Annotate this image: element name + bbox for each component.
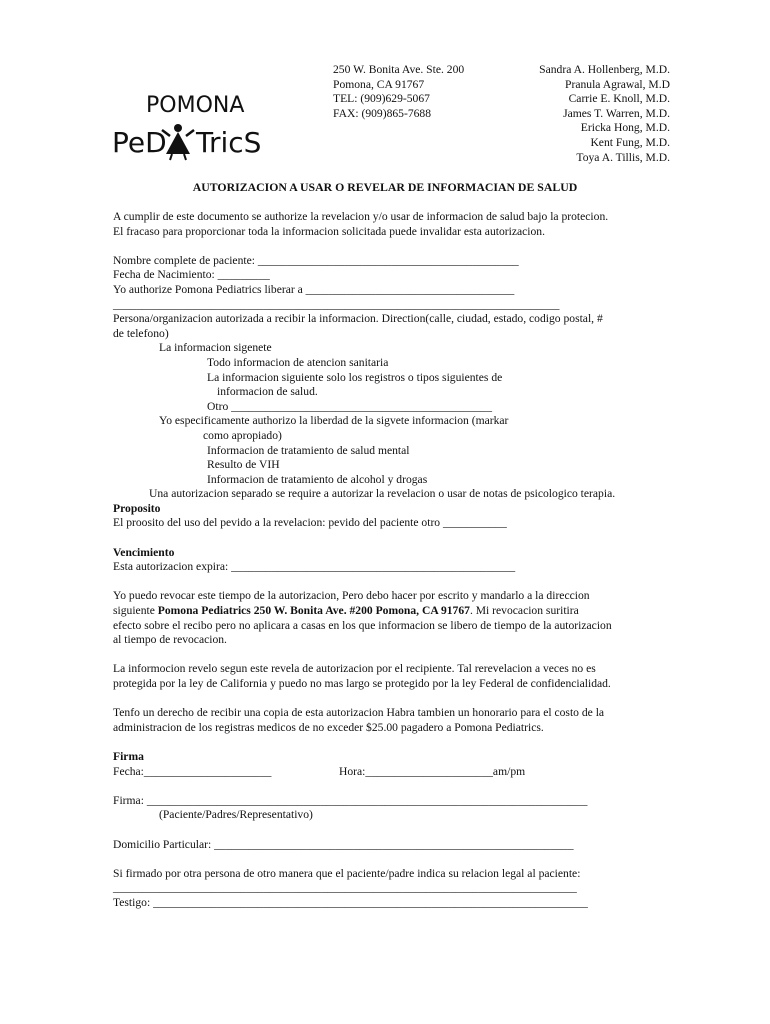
expiry-heading: Vencimiento [113,545,175,559]
address-line: Pomona, CA 91767 [333,77,425,91]
redisclosure-line: La informocion revelo segun este revela de autorizacion por el recipiente. Tal rerevelacion a veces no es [113,662,596,676]
address-line: 250 W. Bonita Ave. Ste. 200 [333,63,465,76]
address-phone: TEL: (909)629-5067 [333,92,430,106]
recipient-label-cont: de telefono) [113,326,169,340]
doctor-name: Kent Fung, M.D. [590,135,670,149]
option-all-health-info[interactable]: Todo informacion de atencion sanitaria [207,355,389,369]
intro-line: A cumplir de este documento se authorize la revelacion y/o usar de informacion de salud bajo la protecion. [113,210,609,223]
specific-authorization-text: Yo especificamente authorizo la liberdad de la sigvete informacion (markar [159,414,509,428]
revoke-paragraph-line: al tiempo de revocacion. [113,633,227,647]
logo-line2-right: TricS [196,126,262,159]
form-body [113,210,673,911]
dancer-figure-icon [162,124,194,160]
legal-relation-field[interactable]: ________________________________________________________________________________ [113,881,577,895]
revoke-paragraph-line [113,604,673,619]
separate-authorization-note: Una autorizacion separado se require a autorizar la revelacion o usar de notas de psicologico terapia. [149,487,616,501]
option-specific-records-cont: informacion de salud. [217,385,318,399]
purpose-field[interactable]: El proosito del uso del pevido a la revelacion: pevido del paciente otro ___________ [113,516,507,530]
patient-name-field[interactable]: Nombre complete de paciente: _____________________________________________ [113,253,519,267]
date-of-birth-field[interactable]: Fecha de Nacimiento: _________ [113,268,270,282]
revoke-prefix: siguiente [113,604,158,618]
home-address-field[interactable]: Domicilio Particular: ______________________________________________________________ [113,837,574,851]
redisclosure-line: protegida por la ley de California y puedo no mas largo se protegido por la ley Federal de confidencialidad. [113,677,611,690]
address-fax: FAX: (909)865-7688 [333,106,432,120]
date-time-row [113,765,673,780]
option-mental-health[interactable]: Informacion de tratamiento de salud mental [207,443,410,457]
logo-line1: POMONA [146,93,245,118]
signature-role-label: (Paciente/Padres/Representativo) [159,808,313,822]
recipient-label: Persona/organizacion autorizada a recibir la informacion. Direction(calle, ciudad, estado, codigo postal, # [113,312,603,326]
logo-line2-left: PeD [112,126,167,159]
doctor-list [539,63,670,165]
pomona-pediatrics-logo [110,88,280,162]
clinic-address [333,63,464,121]
recipient-blank-line[interactable]: _____________________________________________________________________________ [113,297,560,311]
witness-field[interactable]: Testigo: ___________________________________________________________________________ [113,895,588,909]
doctor-name: Carrie E. Knoll, M.D. [568,92,670,106]
expiry-field[interactable]: Esta autorizacion expira: _________________________________________________ [113,560,516,574]
signature-time-field[interactable]: Hora:______________________am/pm [339,764,526,778]
doctor-name: Ericka Hong, M.D. [580,121,670,135]
intro-line: El fracaso para proporcionar toda la informacion solicitada puede invalidar esta autorizacion. [113,224,546,238]
option-hiv-result[interactable]: Resulto de VIH [207,458,280,472]
signature-date-field[interactable]: Fecha:______________________ [113,764,272,778]
info-heading: La informacion sigenete [159,341,272,355]
option-specific-records[interactable]: La informacion siguiente solo los registros o tipos siguientes de [207,370,503,384]
doctor-name: James T. Warren, M.D. [563,106,670,120]
option-alcohol-drugs[interactable]: Informacion de tratamiento de alcohol y drogas [207,472,428,486]
authorize-release-field[interactable]: Yo authorize Pomona Pediatrics liberar a ____________________________________ [113,282,515,296]
specific-authorization-cont: como apropiado) [203,428,282,442]
revoke-paragraph-line: efecto sobre el recibo pero no aplicara a casas en los que informacion se libero de tiempo de la autorizacion [113,618,612,632]
revoke-suffix: . Mi revocacion suritira [469,604,579,618]
copy-fee-line: Tenfo un derecho de recibir una copia de esta autorizacion Habra tambien un honorario para el costo de la [113,706,605,720]
signature-field[interactable]: Firma: ____________________________________________________________________________ [113,793,588,807]
doctor-name: Pranula Agrawal, M.D [565,77,670,91]
revoke-address: Pomona Pediatrics 250 W. Bonita Ave. #200 Pomona, CA 91767 [157,604,470,618]
document-title: AUTORIZACION A USAR O REVELAR DE INFORMACIAN DE SALUD [192,180,578,194]
copy-fee-line: administracion de los registras medicos de no exceder $25.00 pagadero a Pomona Pediatrics. [113,720,544,734]
option-other-field[interactable]: Otro _____________________________________________ [207,399,493,413]
purpose-heading: Proposito [113,501,161,515]
logo-artwork [110,88,280,162]
signature-heading: Firma [113,749,144,763]
other-person-label: Si firmado por otra persona de otro manera que el paciente/padre indica su relacion legal al paciente: [113,866,581,880]
revoke-paragraph-line: Yo puedo revocar este tiempo de la autorizacion, Pero debo hacer por escrito y mandarlo a la direccion [113,589,590,603]
doctor-name: Sandra A. Hollenberg, M.D. [539,63,670,76]
doctor-name: Toya A. Tillis, M.D. [576,150,670,164]
